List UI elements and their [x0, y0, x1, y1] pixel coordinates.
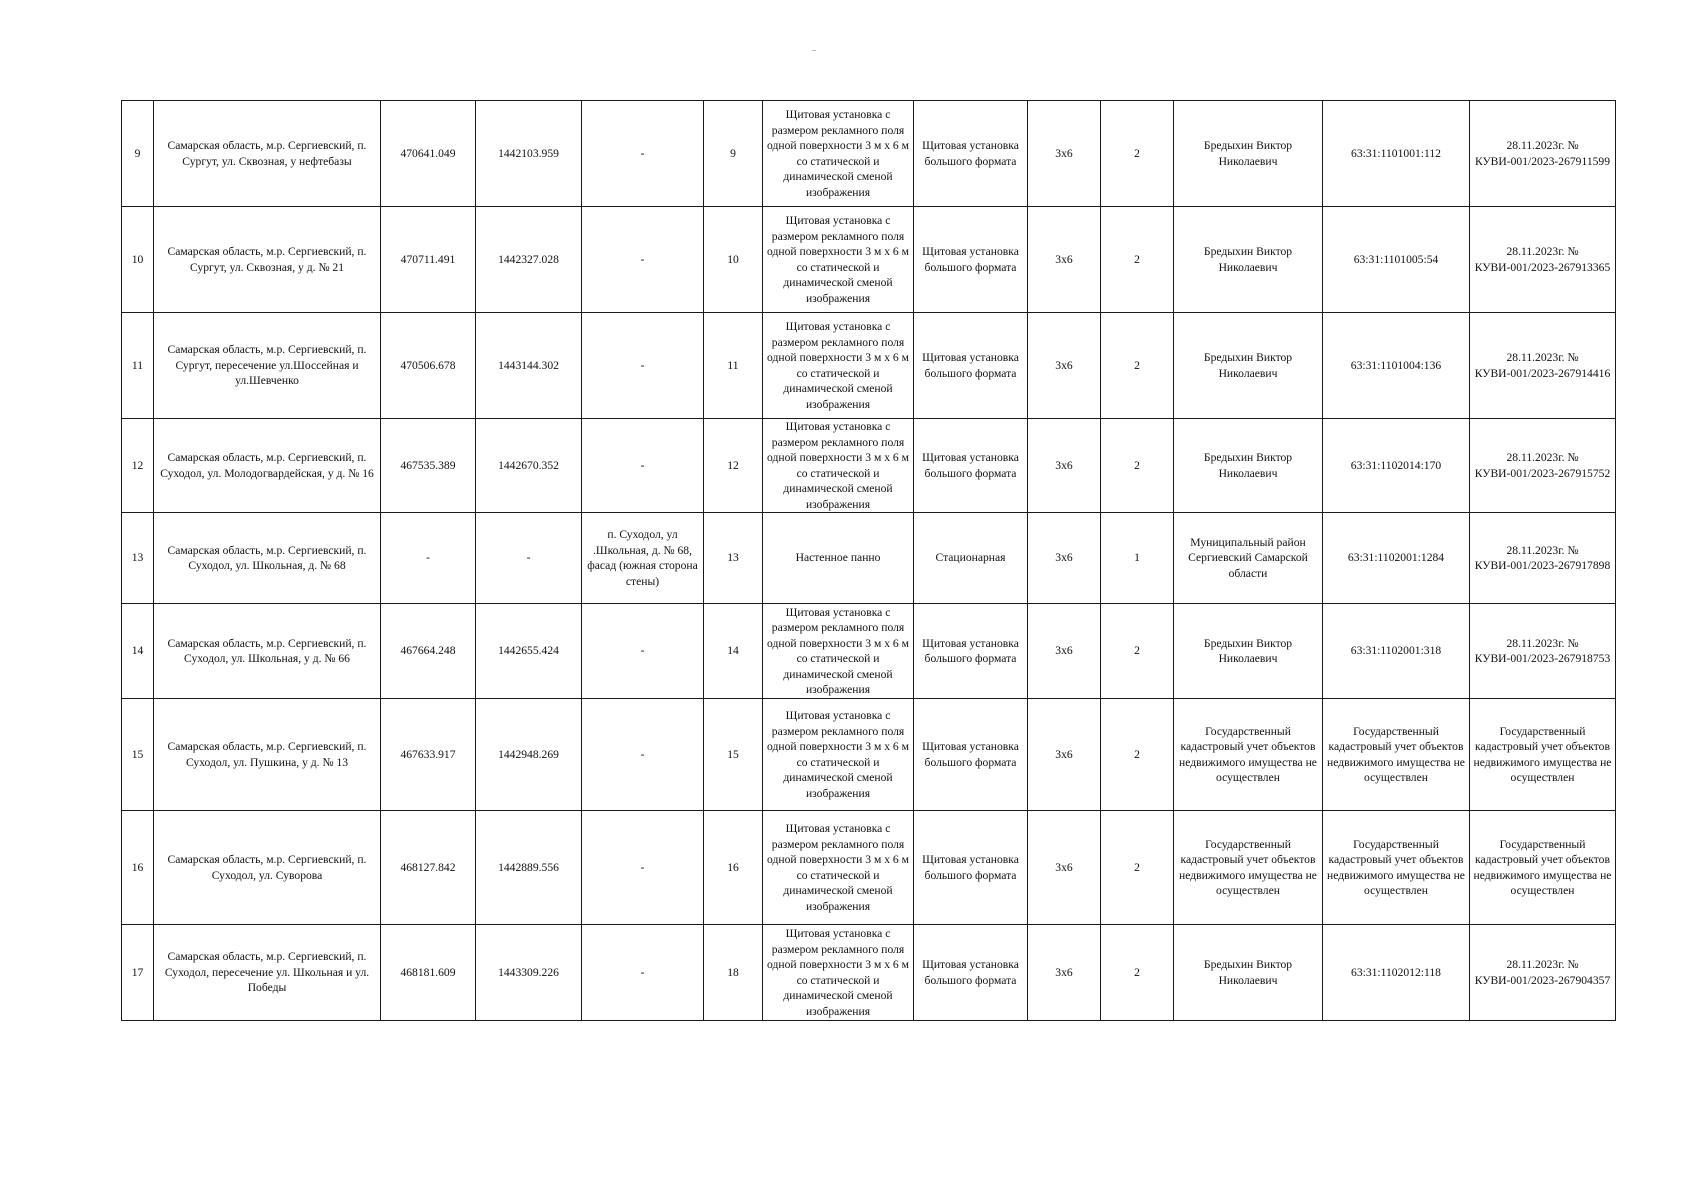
- structure-type-cell: Щитовая установка большого формата: [914, 699, 1028, 811]
- row-number: 15: [122, 699, 154, 811]
- registration-cell: Государственный кадастровый учет объектов недвижимого имущества не осуществлен: [1470, 811, 1616, 925]
- location-note-cell: -: [582, 699, 704, 811]
- description-cell: Настенное панно: [763, 513, 914, 604]
- sides-cell: 2: [1101, 811, 1174, 925]
- coord-x-cell: 467535.389: [381, 419, 476, 513]
- structure-type-cell: Стационарная: [914, 513, 1028, 604]
- coord-y-cell: 1443309.226: [476, 925, 582, 1021]
- coord-y-cell: 1442889.556: [476, 811, 582, 925]
- row-number: 14: [122, 604, 154, 699]
- row-number: 17: [122, 925, 154, 1021]
- cadastral-number-cell: Государственный кадастровый учет объектов недвижимого имущества не осуществлен: [1323, 811, 1470, 925]
- size-cell: 3х6: [1028, 925, 1101, 1021]
- scheme-number-cell: 9: [704, 101, 763, 207]
- registration-cell: 28.11.2023г. № КУВИ-001/2023-267918753: [1470, 604, 1616, 699]
- row-number: 10: [122, 207, 154, 313]
- coord-x-cell: 468181.609: [381, 925, 476, 1021]
- row-number: 16: [122, 811, 154, 925]
- description-cell: Щитовая установка с размером рекламного поля одной поверхности 3 м х 6 м со статической и динамической сменой изображения: [763, 207, 914, 313]
- coord-y-cell: 1442655.424: [476, 604, 582, 699]
- table-row: [122, 419, 1616, 513]
- owner-cell: Бредыхин Виктор Николаевич: [1174, 101, 1323, 207]
- sides-cell: 1: [1101, 513, 1174, 604]
- owner-cell: Бредыхин Виктор Николаевич: [1174, 604, 1323, 699]
- location-note-cell: -: [582, 313, 704, 419]
- structure-type-cell: Щитовая установка большого формата: [914, 925, 1028, 1021]
- cadastral-number-cell: 63:31:1101001:112: [1323, 101, 1470, 207]
- coord-x-cell: -: [381, 513, 476, 604]
- sides-cell: 2: [1101, 207, 1174, 313]
- table-row: [122, 925, 1616, 1021]
- size-cell: 3х6: [1028, 101, 1101, 207]
- location-note-cell: п. Суходол, ул .Школьная, д. № 68, фасад (южная сторона стены): [582, 513, 704, 604]
- coord-x-cell: 468127.842: [381, 811, 476, 925]
- address-cell: Самарская область, м.р. Сергиевский, п. Суходол, ул. Школьная, у д. № 66: [154, 604, 381, 699]
- coord-x-cell: 470506.678: [381, 313, 476, 419]
- cadastral-number-cell: 63:31:1101005:54: [1323, 207, 1470, 313]
- scheme-number-cell: 14: [704, 604, 763, 699]
- sides-cell: 2: [1101, 101, 1174, 207]
- owner-cell: Государственный кадастровый учет объектов недвижимого имущества не осуществлен: [1174, 699, 1323, 811]
- address-cell: Самарская область, м.р. Сергиевский, п. Суходол, пересечение ул. Школьная и ул. Победы: [154, 925, 381, 1021]
- location-note-cell: -: [582, 925, 704, 1021]
- description-cell: Щитовая установка с размером рекламного поля одной поверхности 3 м х 6 м со статической и динамической сменой изображения: [763, 419, 914, 513]
- table-row: [122, 699, 1616, 811]
- address-cell: Самарская область, м.р. Сергиевский, п. Суходол, ул. Молодогвардейская, у д. № 16: [154, 419, 381, 513]
- sides-cell: 2: [1101, 419, 1174, 513]
- description-cell: Щитовая установка с размером рекламного поля одной поверхности 3 м х 6 м со статической и динамической сменой изображения: [763, 604, 914, 699]
- location-note-cell: -: [582, 101, 704, 207]
- cadastral-number-cell: 63:31:1102001:318: [1323, 604, 1470, 699]
- coord-y-cell: 1442103.959: [476, 101, 582, 207]
- registration-cell: 28.11.2023г. № КУВИ-001/2023-267915752: [1470, 419, 1616, 513]
- table-row: [122, 207, 1616, 313]
- size-cell: 3х6: [1028, 207, 1101, 313]
- coord-y-cell: -: [476, 513, 582, 604]
- sides-cell: 2: [1101, 604, 1174, 699]
- table-row: [122, 604, 1616, 699]
- address-cell: Самарская область, м.р. Сергиевский, п. Суходол, ул. Школьная, д. № 68: [154, 513, 381, 604]
- address-cell: Самарская область, м.р. Сергиевский, п. Суходол, ул. Суворова: [154, 811, 381, 925]
- structure-type-cell: Щитовая установка большого формата: [914, 207, 1028, 313]
- cadastral-number-cell: Государственный кадастровый учет объектов недвижимого имущества не осуществлен: [1323, 699, 1470, 811]
- structure-type-cell: Щитовая установка большого формата: [914, 101, 1028, 207]
- location-note-cell: -: [582, 419, 704, 513]
- owner-cell: Бредыхин Виктор Николаевич: [1174, 925, 1323, 1021]
- scheme-number-cell: 18: [704, 925, 763, 1021]
- row-number: 13: [122, 513, 154, 604]
- coord-y-cell: 1443144.302: [476, 313, 582, 419]
- size-cell: 3х6: [1028, 811, 1101, 925]
- scheme-number-cell: 16: [704, 811, 763, 925]
- address-cell: Самарская область, м.р. Сергиевский, п. Сургут, пересечение ул.Шоссейная и ул.Шевченко: [154, 313, 381, 419]
- description-cell: Щитовая установка с размером рекламного поля одной поверхности 3 м х 6 м со статической и динамической сменой изображения: [763, 699, 914, 811]
- scan-mark: [812, 50, 816, 51]
- registration-cell: Государственный кадастровый учет объектов недвижимого имущества не осуществлен: [1470, 699, 1616, 811]
- coord-x-cell: 470711.491: [381, 207, 476, 313]
- address-cell: Самарская область, м.р. Сергиевский, п. Сургут, ул. Сквозная, у д. № 21: [154, 207, 381, 313]
- scheme-number-cell: 10: [704, 207, 763, 313]
- structure-type-cell: Щитовая установка большого формата: [914, 811, 1028, 925]
- registration-cell: 28.11.2023г. № КУВИ-001/2023-267914416: [1470, 313, 1616, 419]
- registration-cell: 28.11.2023г. № КУВИ-001/2023-267913365: [1470, 207, 1616, 313]
- coord-y-cell: 1442948.269: [476, 699, 582, 811]
- owner-cell: Муниципальный район Сергиевский Самарской области: [1174, 513, 1323, 604]
- coord-x-cell: 467633.917: [381, 699, 476, 811]
- registration-cell: 28.11.2023г. № КУВИ-001/2023-267904357: [1470, 925, 1616, 1021]
- structure-type-cell: Щитовая установка большого формата: [914, 313, 1028, 419]
- structure-type-cell: Щитовая установка большого формата: [914, 604, 1028, 699]
- cadastral-number-cell: 63:31:1102012:118: [1323, 925, 1470, 1021]
- coord-y-cell: 1442670.352: [476, 419, 582, 513]
- registration-cell: 28.11.2023г. № КУВИ-001/2023-267917898: [1470, 513, 1616, 604]
- scheme-number-cell: 15: [704, 699, 763, 811]
- sides-cell: 2: [1101, 699, 1174, 811]
- location-note-cell: -: [582, 207, 704, 313]
- cadastral-number-cell: 63:31:1102014:170: [1323, 419, 1470, 513]
- address-cell: Самарская область, м.р. Сергиевский, п. Сургут, ул. Сквозная, у нефтебазы: [154, 101, 381, 207]
- row-number: 11: [122, 313, 154, 419]
- coord-y-cell: 1442327.028: [476, 207, 582, 313]
- size-cell: 3х6: [1028, 313, 1101, 419]
- description-cell: Щитовая установка с размером рекламного поля одной поверхности 3 м х 6 м со статической и динамической сменой изображения: [763, 925, 914, 1021]
- table-row: [122, 811, 1616, 925]
- table-row: [122, 313, 1616, 419]
- address-cell: Самарская область, м.р. Сергиевский, п. Суходол, ул. Пушкина, у д. № 13: [154, 699, 381, 811]
- cadastral-number-cell: 63:31:1101004:136: [1323, 313, 1470, 419]
- advertising-structures-table: [121, 100, 1616, 1021]
- structure-type-cell: Щитовая установка большого формата: [914, 419, 1028, 513]
- description-cell: Щитовая установка с размером рекламного поля одной поверхности 3 м х 6 м со статической и динамической сменой изображения: [763, 313, 914, 419]
- scheme-number-cell: 13: [704, 513, 763, 604]
- owner-cell: Государственный кадастровый учет объектов недвижимого имущества не осуществлен: [1174, 811, 1323, 925]
- owner-cell: Бредыхин Виктор Николаевич: [1174, 313, 1323, 419]
- size-cell: 3х6: [1028, 513, 1101, 604]
- row-number: 12: [122, 419, 154, 513]
- description-cell: Щитовая установка с размером рекламного поля одной поверхности 3 м х 6 м со статической и динамической сменой изображения: [763, 811, 914, 925]
- size-cell: 3х6: [1028, 699, 1101, 811]
- description-cell: Щитовая установка с размером рекламного поля одной поверхности 3 м х 6 м со статической и динамической сменой изображения: [763, 101, 914, 207]
- coord-x-cell: 470641.049: [381, 101, 476, 207]
- size-cell: 3х6: [1028, 419, 1101, 513]
- sides-cell: 2: [1101, 925, 1174, 1021]
- table-row: [122, 513, 1616, 604]
- location-note-cell: -: [582, 604, 704, 699]
- sides-cell: 2: [1101, 313, 1174, 419]
- scheme-number-cell: 11: [704, 313, 763, 419]
- cadastral-number-cell: 63:31:1102001:1284: [1323, 513, 1470, 604]
- coord-x-cell: 467664.248: [381, 604, 476, 699]
- owner-cell: Бредыхин Виктор Николаевич: [1174, 419, 1323, 513]
- size-cell: 3х6: [1028, 604, 1101, 699]
- scheme-number-cell: 12: [704, 419, 763, 513]
- location-note-cell: -: [582, 811, 704, 925]
- row-number: 9: [122, 101, 154, 207]
- registration-cell: 28.11.2023г. № КУВИ-001/2023-267911599: [1470, 101, 1616, 207]
- table-row: [122, 101, 1616, 207]
- owner-cell: Бредыхин Виктор Николаевич: [1174, 207, 1323, 313]
